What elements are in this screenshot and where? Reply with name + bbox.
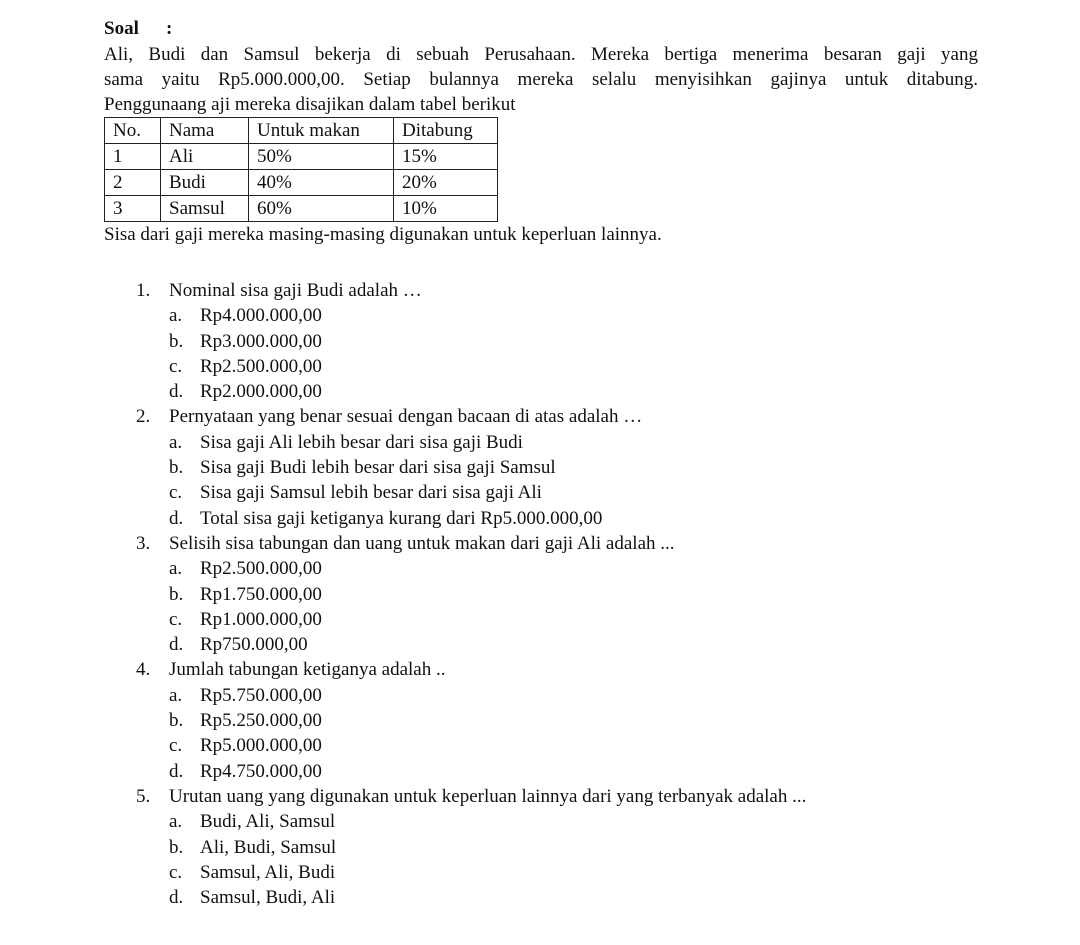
table-cell: 60% — [249, 196, 394, 222]
option-letter: d. — [169, 381, 184, 403]
question-text: Urutan uang yang digunakan untuk keperluan lainnya dari yang terbanyak adalah ... — [169, 785, 807, 807]
option-letter: b. — [169, 457, 184, 479]
option-letter: a. — [169, 811, 183, 833]
table-cell: 10% — [394, 196, 498, 222]
question-number: 3. — [136, 532, 151, 554]
answer-option — [136, 480, 1036, 505]
option-text: Rp2.000.000,00 — [200, 381, 322, 403]
intro-line-1: Ali, Budi dan Samsul bekerja di sebuah Perusahaan. Mereka bertiga menerima besaran gaji yang — [104, 44, 978, 65]
table-header-cell: Nama — [161, 118, 249, 144]
table-header-cell: No. — [105, 118, 161, 144]
answer-option — [136, 430, 1036, 455]
option-text: Samsul, Ali, Budi — [200, 861, 336, 883]
answer-option — [136, 733, 1036, 758]
section-heading — [104, 16, 978, 42]
option-text: Rp3.000.000,00 — [200, 330, 322, 352]
table-row — [105, 144, 498, 170]
option-text: Rp5.250.000,00 — [200, 710, 322, 732]
question-text: Nominal sisa gaji Budi adalah … — [169, 280, 422, 301]
salary-usage-table — [104, 117, 498, 222]
option-text: Rp5.750.000,00 — [200, 684, 322, 706]
option-text: Sisa gaji Ali lebih besar dari sisa gaji Budi — [200, 431, 523, 453]
answer-option — [136, 885, 1036, 910]
option-letter: d. — [169, 634, 184, 656]
answer-option — [136, 556, 1036, 581]
option-letter: c. — [169, 482, 183, 504]
after-table-text: Sisa dari gaji mereka masing-masing digunakan untuk keperluan lainnya. — [104, 224, 662, 245]
option-text: Budi, Ali, Samsul — [200, 811, 336, 833]
option-text: Sisa gaji Samsul lebih besar dari sisa gaji Ali — [200, 482, 542, 504]
table-cell: 1 — [105, 144, 161, 170]
option-text: Rp2.500.000,00 — [200, 355, 322, 377]
table-cell: 15% — [394, 144, 498, 170]
table-row — [105, 170, 498, 196]
option-letter: c. — [169, 355, 183, 377]
table-row — [105, 196, 498, 222]
option-text: Ali, Budi, Samsul — [200, 836, 337, 858]
table-cell: 3 — [105, 196, 161, 222]
option-letter: c. — [169, 608, 183, 630]
question-text: Jumlah tabungan ketiganya adalah .. — [169, 659, 446, 681]
table-cell: Budi — [161, 170, 249, 196]
answer-option — [136, 860, 1036, 885]
question-number: 2. — [136, 406, 151, 428]
answer-option — [136, 809, 1036, 834]
option-letter: c. — [169, 861, 183, 883]
option-letter: b. — [169, 710, 184, 732]
option-letter: a. — [169, 431, 183, 453]
answer-option — [136, 329, 1036, 354]
table-cell: 50% — [249, 144, 394, 170]
option-text: Rp2.500.000,00 — [200, 558, 322, 580]
option-letter: b. — [169, 583, 184, 605]
question-item — [136, 784, 1036, 809]
table-cell: Ali — [161, 144, 249, 170]
table-cell: 20% — [394, 170, 498, 196]
table-cell: 2 — [105, 170, 161, 196]
heading-label: Soal — [104, 18, 139, 39]
answer-option — [136, 582, 1036, 607]
question-item — [136, 404, 1036, 429]
question-number: 1. — [136, 280, 151, 301]
table-header-cell: Ditabung — [394, 118, 498, 144]
answer-option — [136, 506, 1036, 531]
option-text: Samsul, Budi, Ali — [200, 887, 336, 909]
answer-option — [136, 683, 1036, 708]
question-item — [136, 657, 1036, 682]
heading-colon: : — [166, 18, 173, 39]
question-text: Pernyataan yang benar sesuai dengan bacaan di atas adalah … — [169, 406, 643, 428]
answer-option — [136, 455, 1036, 480]
question-number: 4. — [136, 659, 151, 681]
answer-option — [136, 759, 1036, 784]
option-text: Rp4.750.000,00 — [200, 760, 322, 782]
answer-option — [136, 354, 1036, 379]
intro-line-2: sama yaitu Rp5.000.000,00. Setiap bulannya mereka selalu menyisihkan gajinya untuk ditabung. — [104, 69, 978, 90]
document-page — [104, 16, 978, 247]
option-letter: d. — [169, 760, 184, 782]
question-item — [136, 278, 1036, 303]
question-number: 5. — [136, 785, 151, 807]
answer-option — [136, 379, 1036, 404]
answer-option — [136, 708, 1036, 733]
option-text: Rp5.000.000,00 — [200, 735, 322, 757]
option-letter: a. — [169, 684, 183, 706]
option-letter: d. — [169, 887, 184, 909]
option-letter: a. — [169, 305, 183, 327]
answer-option — [136, 303, 1036, 328]
option-letter: a. — [169, 558, 183, 580]
option-text: Rp750.000,00 — [200, 634, 308, 656]
answer-option — [136, 632, 1036, 657]
question-item — [136, 531, 1036, 556]
intro-paragraph — [104, 42, 978, 117]
option-text: Rp4.000.000,00 — [200, 305, 322, 327]
answer-option — [136, 607, 1036, 632]
option-text: Total sisa gaji ketiganya kurang dari Rp5.000.000,00 — [200, 507, 603, 529]
option-text: Rp1.000.000,00 — [200, 608, 322, 630]
answer-option — [136, 835, 1036, 860]
question-list — [136, 278, 1036, 910]
table-cell: 40% — [249, 170, 394, 196]
option-letter: b. — [169, 330, 184, 352]
option-text: Sisa gaji Budi lebih besar dari sisa gaji Samsul — [200, 457, 556, 479]
option-letter: c. — [169, 735, 183, 757]
option-letter: d. — [169, 507, 184, 529]
table-header-cell: Untuk makan — [249, 118, 394, 144]
table-cell: Samsul — [161, 196, 249, 222]
table-header-row — [105, 118, 498, 144]
intro-line-3: Penggunaang aji mereka disajikan dalam tabel berikut — [104, 94, 516, 115]
option-letter: b. — [169, 836, 184, 858]
option-text: Rp1.750.000,00 — [200, 583, 322, 605]
question-text: Selisih sisa tabungan dan uang untuk makan dari gaji Ali adalah ... — [169, 532, 675, 554]
